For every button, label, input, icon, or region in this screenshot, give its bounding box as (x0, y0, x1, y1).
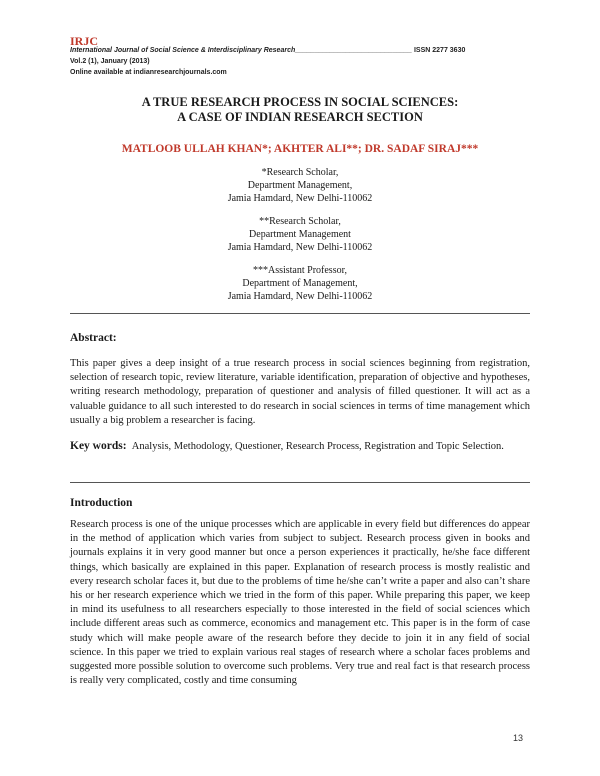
journal-name-line (70, 47, 465, 54)
journal-name: International Journal of Social Science & Interdisciplinary Research______________________________ (70, 47, 413, 54)
abstract-text: This paper gives a deep insight of a true research process in social sciences beginning from registration, selection of research topic, review literature, variable identification, preparation of objective and hypotheses, writing research methodology, preparation of questioner and analysis of filled questioner. It will act as a valuable guidance to all such interested to do research in social sciences in terms of time management which usually a big problem a researcher is facing. (70, 358, 530, 426)
affiliation-1 (70, 167, 530, 205)
author-list: MATLOOB ULLAH KHAN*; AKHTER ALI**; DR. SADAF SIRAJ*** (121, 143, 479, 155)
volume-line: Vol.2 (1), January (2013) (70, 58, 150, 65)
affiliation-role: **Research Scholar, (259, 216, 341, 227)
divider-before-abstract (70, 313, 530, 314)
keywords-label: Key words: (70, 440, 127, 452)
paper-title-line-1: A TRUE RESEARCH PROCESS IN SOCIAL SCIENCES: (141, 95, 459, 109)
affiliation-place: Jamia Hamdard, New Delhi-110062 (227, 192, 373, 204)
divider-before-introduction (70, 482, 530, 483)
issn: ISSN 2277 3630 (413, 47, 466, 54)
affiliation-department: Department Management (249, 228, 351, 240)
page-number: 13 (513, 733, 524, 743)
affiliation-role: ***Assistant Professor, (252, 265, 348, 276)
affiliation-place: Jamia Hamdard, New Delhi-110062 (227, 290, 373, 302)
paper-title-line-2: A CASE OF INDIAN RESEARCH SECTION (177, 110, 423, 124)
affiliation-role: *Research Scholar, (261, 167, 339, 178)
affiliation-2 (70, 216, 530, 254)
abstract-heading: Abstract: (70, 332, 117, 344)
online-availability: Online available at indianresearchjournals.com (70, 69, 227, 76)
affiliation-department: Department Management, (247, 179, 353, 191)
affiliation-department: Department of Management, (242, 277, 358, 289)
keywords (70, 439, 530, 454)
affiliation-3 (70, 265, 530, 303)
journal-brand: IRJC (70, 34, 99, 48)
keywords-text: Analysis, Methodology, Questioner, Research Process, Registration and Topic Selection. (131, 441, 504, 452)
introduction-heading: Introduction (70, 497, 133, 509)
introduction-text: Research process is one of the unique processes which are applicable in every field but differences do appear in the method of application which varies from subject to subject. Research process given in books and journals explains it in very good manner but once a person experiences it practically, he/she face different things, which basically are explained in this paper. Explanation of research process is mostly realistic and every research scholar faces it, but due to the problems of time he/she can’t write a paper and also can’t share his or her research experience which we tried in the form of this paper. While preparing this paper, we keep in mind its usefulness to all researchers especially to those interested in the field of social sciences which include different areas such as commerce, economics and management etc. This paper is in the form of case study which will make people aware of the research before they decide to join it in any field of social science. In this paper we tried to explain various real stages of research where a scholar faces problems and suggested more possible solution to overcome such problems. Very true and real fact is that research process is really very complicated, costly and time consuming (70, 519, 530, 687)
affiliation-place: Jamia Hamdard, New Delhi-110062 (227, 241, 373, 253)
